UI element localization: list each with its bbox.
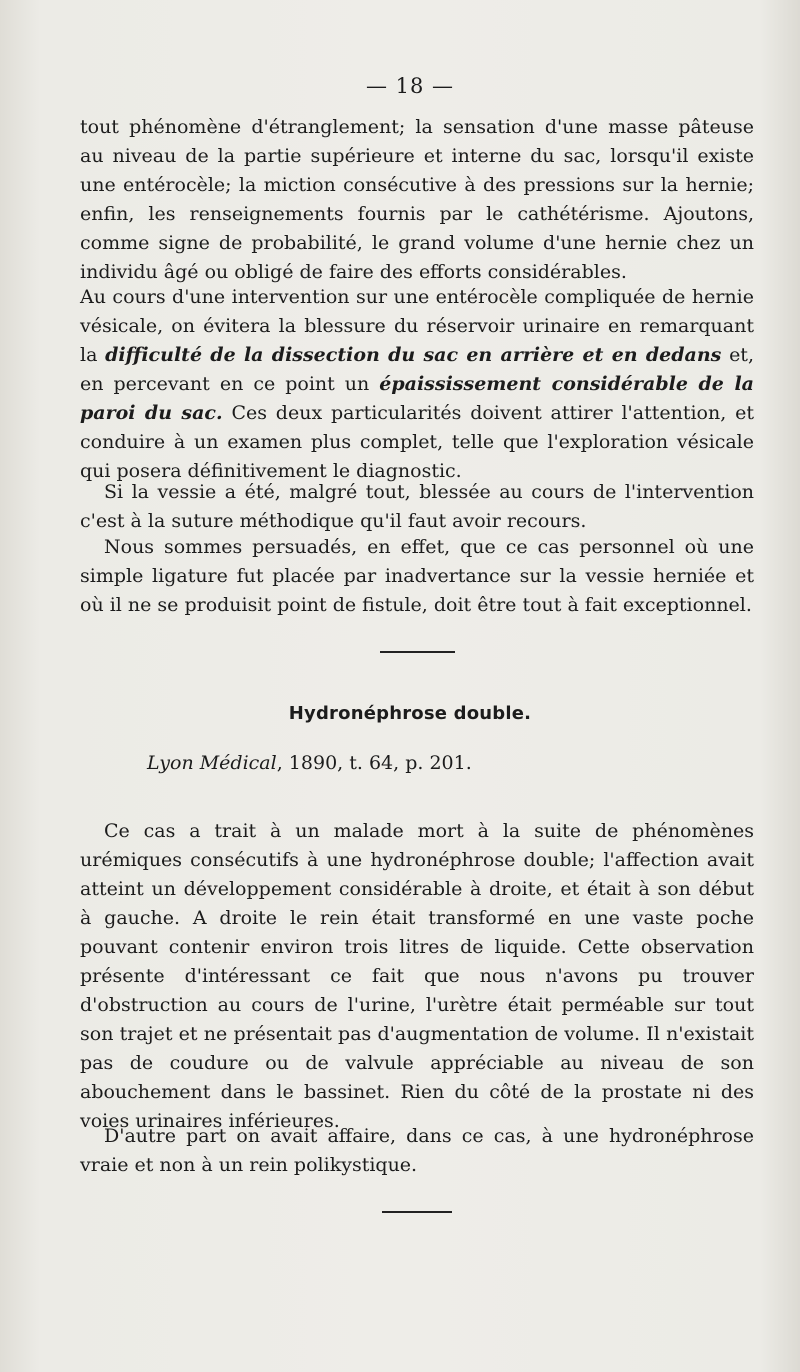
section-heading: Hydronéphrose double. xyxy=(288,703,532,724)
citation-details: , 1890, t. 64, p. 201. xyxy=(276,752,472,774)
paragraph-text: tout phénomène d'étranglement; la sensation d'une masse pâteuse au niveau de la partie supérieure et interne du sac, lorsqu'il existe une entérocèle; la miction consécutive à des pressions sur la hernie; enfin, les renseignements fournis par le cathétérisme. Ajoutons, comme signe de probabilité, le grand volume d'une hernie chez un individu âgé ou obligé de faire des efforts considérables. xyxy=(80,116,754,283)
text-run: Au cours d'une intervention sur une entérocèle compliquée de hernie vésicale, on évitera la blessure du réservoir urinaire en remarquant la xyxy=(80,286,754,366)
paragraph-intervention xyxy=(80,283,754,486)
text-run: et, en percevant en ce point un xyxy=(80,344,754,395)
paragraph-conclusion xyxy=(80,1122,754,1180)
paragraph-case-description xyxy=(80,817,754,1136)
section-divider xyxy=(380,651,455,653)
citation-journal: Lyon Médical xyxy=(147,752,277,774)
paragraph-personal-case xyxy=(80,533,754,620)
paragraph-text xyxy=(80,283,754,486)
paragraph-suture xyxy=(80,478,754,536)
paragraph-text: D'autre part on avait affaire, dans ce cas, à une hydronéphrose vraie et non à un rein polikystique. xyxy=(80,1125,754,1176)
text-run: Ces deux particularités doivent attirer l'attention, et conduire à un examen plus complet, telle que l'exploration vésicale qui posera définitivement le diagnostic. xyxy=(80,402,754,482)
paragraph-text: Nous sommes persuadés, en effet, que ce cas personnel où une simple ligature fut placée par inadvertance sur la vessie herniée et où il ne se produisit point de fistule, doit être tout à fait exceptionnel. xyxy=(80,536,754,616)
paragraph-text: Ce cas a trait à un malade mort à la suite de phénomènes urémiques consécutifs à une hydronéphrose double; l'affection avait atteint un développement considérable à droite, et était à son début à gauche. A droite le rein était transformé en une vaste poche pouvant contenir environ trois litres de liquide. Cette observation présente d'intéressant ce fait que nous n'avons pu trouver d'obstruction au cours de l'urine, l'urètre était perméable sur tout son trajet et ne présentait pas d'augmentation de volume. Il n'existait pas de coudure ou de valvule appréciable au niveau de son abouchement dans le bassinet. Rien du côté de la prostate ni des voies urinaires inférieures. xyxy=(80,820,754,1132)
citation xyxy=(147,752,472,774)
emphasis-difficulty: difficulté de la dissection du sac en arrière et en dedans xyxy=(105,344,722,366)
paragraph-text: Si la vessie a été, malgré tout, blessée au cours de l'intervention c'est à la suture méthodique qu'il faut avoir recours. xyxy=(80,481,754,532)
end-divider xyxy=(382,1211,452,1213)
paragraph-signs xyxy=(80,113,754,287)
page-number: — 18 — xyxy=(365,74,455,98)
emphasis-thickening: épaississement considérable de la paroi du sac. xyxy=(80,373,754,424)
